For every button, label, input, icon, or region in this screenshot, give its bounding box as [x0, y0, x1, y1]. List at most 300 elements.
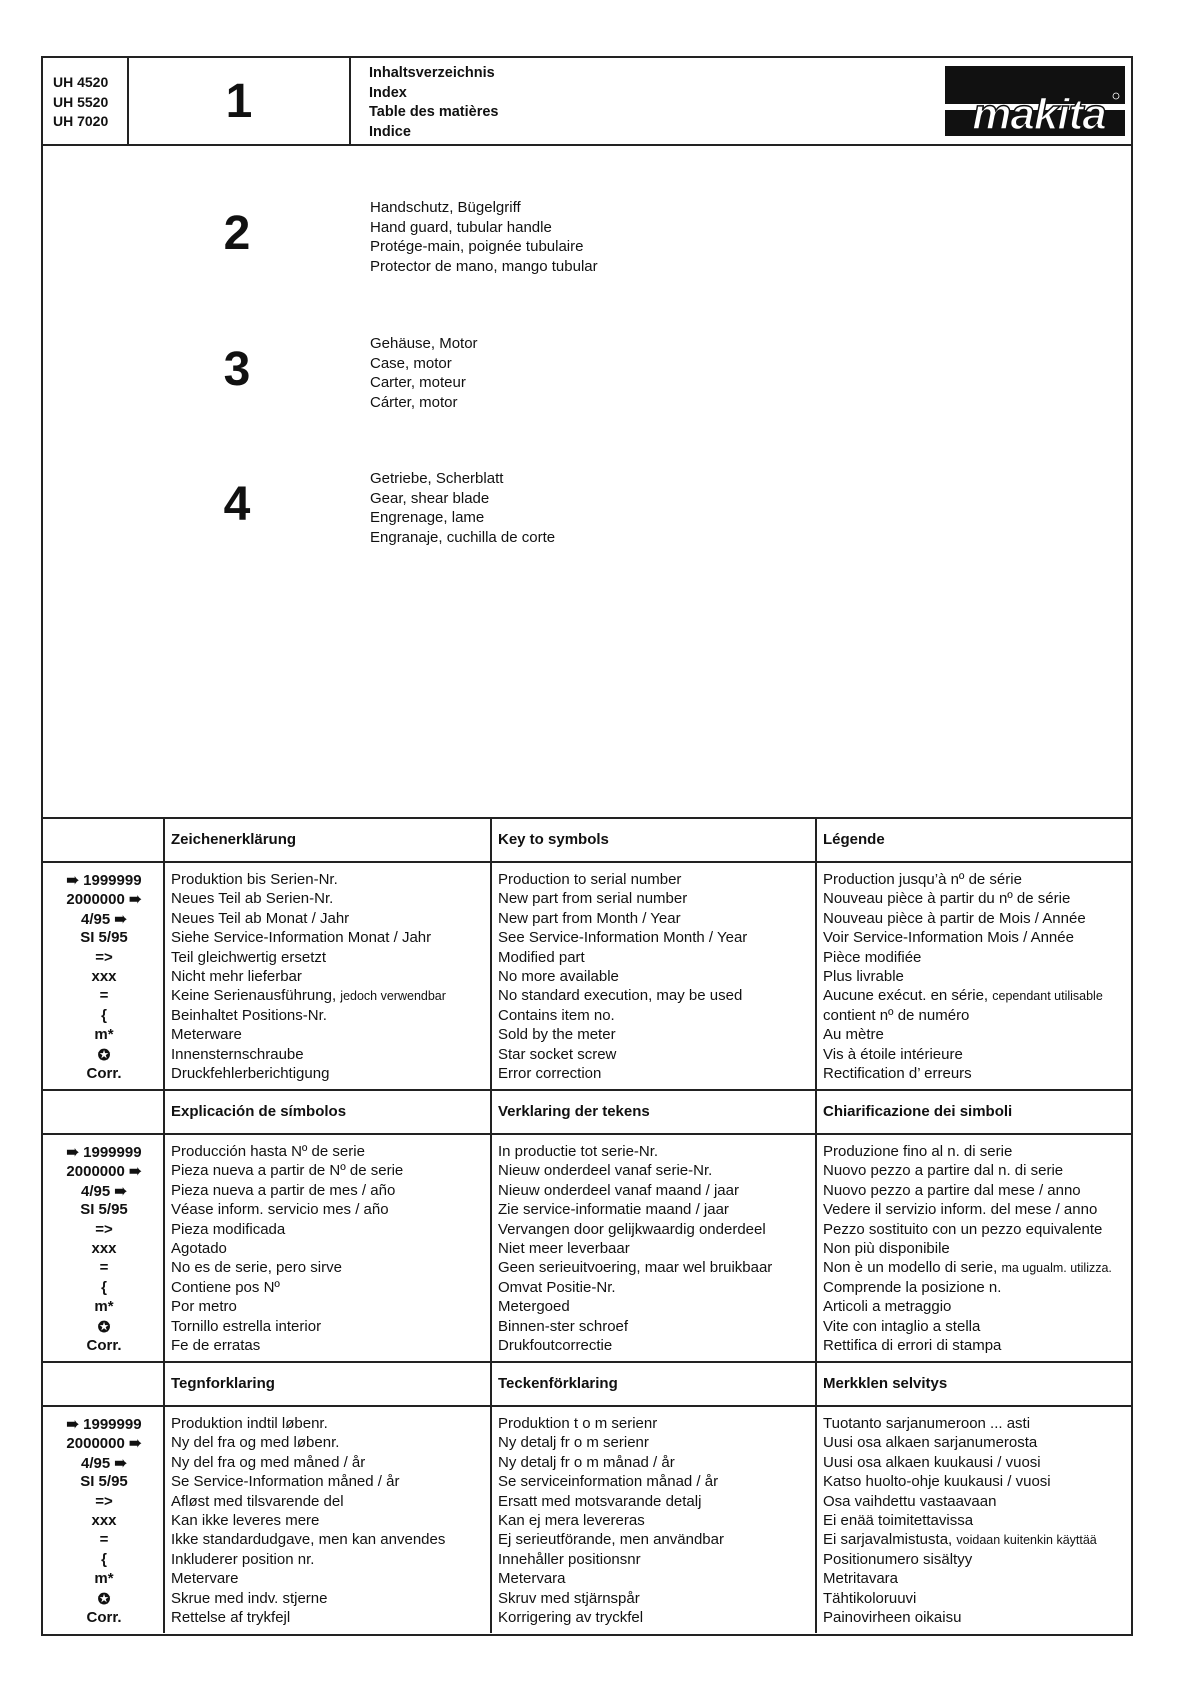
symbol-legend: [43, 817, 1131, 1633]
meaning-cell: [171, 929, 431, 946]
description-line: Hand guard, tubular handle: [370, 218, 552, 236]
legend-column-title: Key to symbols: [498, 831, 609, 848]
section-description: [370, 334, 478, 413]
meaning-text: Pièce modifiée: [823, 948, 922, 966]
meaning-cell: [823, 1143, 1012, 1160]
meaning-note: jedoch verwendbar: [340, 989, 446, 1004]
model-number: UH 4520: [53, 74, 109, 90]
meaning-cell: [498, 1493, 701, 1510]
legend-row: [43, 1046, 1131, 1065]
meaning-cell: [171, 1221, 285, 1238]
meaning-text: Innensternschraube: [171, 1045, 304, 1063]
meaning-text: Tuotanto sarjanumeroon ... asti: [823, 1415, 1031, 1432]
meaning-text: Painovirheen oikaisu: [823, 1608, 962, 1626]
meaning-cell: [171, 1512, 319, 1529]
meaning-cell: [171, 871, 338, 888]
meaning-cell: [171, 1162, 403, 1179]
meaning-text: Ersatt med motsvarande detalj: [498, 1492, 702, 1510]
section-number: 2: [223, 207, 251, 260]
meaning-text: Nieuw onderdeel vanaf serie-Nr.: [498, 1162, 713, 1180]
legend-row: [43, 1337, 1131, 1356]
meaning-cell: [171, 1143, 365, 1160]
meaning-text: Produktion bis Serien-Nr.: [171, 871, 338, 888]
meaning-cell: [498, 1162, 712, 1179]
meaning-text: Druckfehlerberichtigung: [171, 1064, 330, 1082]
meaning-cell: [823, 1454, 1041, 1471]
legend-row: [43, 1609, 1131, 1628]
meaning-cell: [498, 1415, 657, 1432]
symbol-cell: ➠ 1999999: [66, 1144, 142, 1161]
meaning-text: Agotado: [171, 1239, 227, 1257]
legend-rows: [43, 1143, 1131, 1356]
meaning-cell: [498, 1259, 772, 1276]
meaning-cell: [171, 968, 302, 985]
meaning-cell: [823, 1609, 961, 1626]
legend-block: [43, 817, 1131, 1089]
meaning-text: Pezzo sostituito con un pezzo equivalente: [823, 1220, 1103, 1238]
meaning-cell: [171, 1065, 329, 1082]
meaning-text: Innehåller positionsnr: [498, 1550, 641, 1568]
makita-logo: [945, 66, 1125, 136]
meaning-text: Keine Serienausführung,: [171, 987, 337, 1005]
meaning-cell: [498, 1298, 570, 1315]
meaning-cell: [498, 1143, 658, 1160]
symbol-cell: =>: [95, 1220, 113, 1238]
meaning-text: Ny detalj fr o m serienr: [498, 1434, 649, 1452]
legend-column-title: Chiarificazione dei simboli: [823, 1103, 1013, 1120]
symbol-cell: m*: [94, 1026, 114, 1044]
meaning-text: Ei sarjavalmistusta,: [823, 1531, 953, 1549]
meaning-cell: [498, 1318, 628, 1335]
description-line: Protége-main, poignée tubulaire: [370, 238, 584, 256]
meaning-cell: [498, 890, 687, 907]
meaning-cell: [823, 1337, 1001, 1354]
symbol-cell: Corr.: [86, 1608, 122, 1626]
meaning-text: Vedere il servizio inform. del mese / anno: [823, 1201, 1098, 1219]
meaning-cell: [171, 1473, 399, 1490]
legend-row: [43, 1512, 1131, 1531]
symbol-cell: xxx: [91, 1239, 117, 1257]
symbol-cell: =: [99, 1259, 109, 1277]
meaning-text: Error correction: [498, 1064, 602, 1082]
meaning-text: Meterware: [171, 1026, 242, 1044]
meaning-text: Ej serieutförande, men användbar: [498, 1531, 724, 1549]
meaning-cell: [498, 949, 585, 966]
meaning-text: No es de serie, pero sirve: [171, 1259, 342, 1277]
symbol-cell: ➠ 1999999: [66, 1416, 142, 1433]
meaning-cell: [498, 1454, 675, 1471]
meaning-text: Non più disponibile: [823, 1239, 950, 1257]
legend-row: [43, 1551, 1131, 1570]
meaning-cell: [498, 987, 742, 1004]
meaning-cell: [171, 1434, 339, 1451]
meaning-text: Vervangen door gelijkwaardig onderdeel: [498, 1220, 766, 1238]
symbol-cell: xxx: [91, 967, 117, 985]
legend-row: [43, 910, 1131, 929]
meaning-cell: [823, 1512, 973, 1529]
meaning-text: Production jusqu’à nº de série: [823, 871, 1022, 888]
meaning-text: Skrue med indv. stjerne: [171, 1589, 328, 1607]
meaning-cell: [823, 929, 1074, 946]
meaning-text: Zie service-informatie maand / jaar: [498, 1201, 729, 1219]
meaning-text: Uusi osa alkaen kuukausi / vuosi: [823, 1453, 1041, 1471]
meaning-text: Neues Teil ab Monat / Jahr: [171, 909, 350, 927]
meaning-cell: [498, 1531, 724, 1548]
symbol-cell: SI 5/95: [80, 1473, 128, 1491]
meaning-cell: [823, 1318, 980, 1335]
meaning-cell: [823, 1240, 950, 1257]
meaning-text: Metergoed: [498, 1298, 570, 1316]
meaning-cell: [823, 1046, 963, 1063]
meaning-text: Ikke standardudgave, men kan anvendes: [171, 1531, 446, 1549]
meaning-text: Se serviceinformation månad / år: [498, 1473, 719, 1491]
index-section-3: [43, 334, 478, 414]
meaning-text: Nuovo pezzo a partire dal mese / anno: [823, 1181, 1081, 1199]
legend-column-title: Teckenförklaring: [498, 1375, 618, 1392]
meaning-cell: [498, 1473, 718, 1490]
meaning-cell: [171, 1007, 327, 1024]
section-description: [370, 469, 555, 548]
legend-row: [43, 1279, 1131, 1298]
legend-row: [43, 929, 1131, 948]
legend-row: [43, 987, 1131, 1006]
meaning-cell: [171, 1531, 445, 1548]
section-number: 4: [223, 478, 251, 531]
symbol-cell: 4/95 ➠: [81, 910, 127, 928]
meaning-cell: [171, 1590, 327, 1607]
legend-row: [43, 1318, 1131, 1337]
meaning-cell: [823, 1162, 1063, 1179]
meaning-text: Aucune exécut. en série,: [823, 987, 989, 1005]
meaning-text: Beinhaltet Positions-Nr.: [171, 1006, 327, 1024]
legend-row: [43, 1259, 1131, 1278]
meaning-text: Binnen-ster schroef: [498, 1317, 629, 1335]
meaning-text: Contiene pos Nº: [171, 1278, 280, 1296]
meaning-cell: [171, 1026, 242, 1043]
meaning-cell: [498, 1046, 616, 1063]
meaning-cell: [498, 929, 747, 946]
model-list: [43, 58, 129, 144]
meaning-note: voidaan kuitenkin käyttää: [956, 1533, 1097, 1548]
meaning-cell: [498, 1182, 739, 1199]
meaning-cell: [498, 1007, 615, 1024]
legend-header-row: [43, 819, 1131, 863]
meaning-text: Vis à étoile intérieure: [823, 1045, 963, 1063]
meaning-text: In productie tot serie-Nr.: [498, 1143, 659, 1160]
meaning-text: Comprende la posizione n.: [823, 1278, 1002, 1296]
meaning-cell: [823, 1434, 1037, 1451]
meaning-cell: [823, 1551, 972, 1568]
description-line: Cárter, motor: [370, 394, 458, 412]
meaning-text: Skruv med stjärnspår: [498, 1589, 640, 1607]
meaning-text: Rettifica di errori di stampa: [823, 1336, 1002, 1354]
legend-column-title: Légende: [823, 831, 885, 848]
meaning-cell: [823, 1065, 972, 1082]
meaning-cell: [171, 1182, 395, 1199]
meaning-cell: [171, 1493, 344, 1510]
legend-row: [43, 968, 1131, 987]
meaning-text: Ny del fra og med løbenr.: [171, 1434, 340, 1452]
legend-row: [43, 1298, 1131, 1317]
meaning-cell: [823, 1182, 1081, 1199]
meaning-cell: [823, 968, 904, 985]
legend-row: [43, 1143, 1131, 1162]
meaning-cell: [823, 1415, 1030, 1432]
legend-row: [43, 1201, 1131, 1220]
model-number: UH 5520: [53, 93, 109, 110]
legend-row: [43, 949, 1131, 968]
meaning-text: Por metro: [171, 1298, 237, 1316]
symbol-cell: Corr.: [86, 1336, 122, 1354]
symbol-cell: =: [99, 987, 109, 1005]
meaning-cell: [171, 1551, 314, 1568]
description-line: Gehäuse, Motor: [370, 335, 478, 352]
legend-column-title: Explicación de símbolos: [171, 1103, 347, 1120]
meaning-text: Katso huolto-ohje kuukausi / vuosi: [823, 1473, 1051, 1491]
meaning-cell: [823, 1531, 1097, 1548]
meaning-cell: [171, 1240, 227, 1257]
symbol-cell: m*: [94, 1298, 114, 1316]
symbol-cell: =>: [95, 948, 113, 966]
meaning-text: Véase inform. servicio mes / año: [171, 1201, 389, 1219]
title-line: Indice: [369, 123, 411, 140]
description-line: Carter, moteur: [370, 374, 466, 392]
model-number: UH 7020: [53, 113, 109, 129]
meaning-text: Nouveau pièce à partir du nº de série: [823, 890, 1071, 908]
description-line: Protector de mano, mango tubular: [370, 258, 598, 276]
meaning-cell: [171, 1415, 328, 1432]
meaning-text: Niet meer leverbaar: [498, 1239, 630, 1257]
meaning-text: Osa vaihdettu vastaavaan: [823, 1492, 997, 1510]
meaning-cell: [171, 1298, 237, 1315]
symbol-cell: 2000000 ➠: [66, 891, 142, 909]
meaning-text: Kan ikke leveres mere: [171, 1511, 320, 1529]
symbol-cell: SI 5/95: [80, 929, 128, 947]
meaning-text: New part from Month / Year: [498, 909, 681, 927]
meaning-cell: [823, 910, 1086, 927]
header: [43, 58, 1131, 146]
legend-row: [43, 1531, 1131, 1550]
meaning-text: Rettelse af trykfejl: [171, 1608, 291, 1626]
meaning-cell: [171, 1046, 304, 1063]
meaning-text: Produktion indtil løbenr.: [171, 1415, 328, 1432]
meaning-cell: [171, 949, 326, 966]
meaning-cell: [823, 1259, 1112, 1276]
meaning-text: Inkluderer position nr.: [171, 1550, 315, 1568]
symbol-cell: ➠ 1999999: [66, 872, 142, 889]
meaning-text: Au mètre: [823, 1026, 884, 1044]
meaning-cell: [498, 1609, 643, 1626]
meaning-cell: [171, 1318, 321, 1335]
meaning-text: Star socket screw: [498, 1045, 617, 1063]
meaning-text: Pieza nueva a partir de mes / año: [171, 1181, 396, 1199]
legend-row: [43, 1026, 1131, 1045]
meaning-cell: [171, 1259, 342, 1276]
meaning-cell: [498, 1026, 616, 1043]
meaning-cell: [171, 1337, 260, 1354]
legend-row: [43, 1473, 1131, 1492]
symbol-cell: {: [101, 1278, 107, 1296]
section-number: 3: [223, 343, 251, 396]
meaning-text: Teil gleichwertig ersetzt: [171, 948, 327, 966]
section-description: [370, 198, 598, 277]
symbol-cell: {: [101, 1550, 107, 1568]
meaning-text: Geen serieuitvoering, maar wel bruikbaar: [498, 1259, 773, 1277]
meaning-text: Nicht mehr lieferbar: [171, 967, 302, 985]
description-line: Gear, shear blade: [370, 489, 490, 507]
legend-row: [43, 1454, 1131, 1473]
symbol-cell: xxx: [91, 1511, 117, 1529]
symbol-cell: Corr.: [86, 1064, 122, 1082]
meaning-cell: [171, 1201, 389, 1218]
meaning-text: Produzione fino al n. di serie: [823, 1143, 1013, 1160]
legend-header-row: [43, 1091, 1131, 1135]
meaning-text: Afløst med tilsvarende del: [171, 1492, 344, 1510]
legend-column-title: Zeichenerklärung: [171, 831, 297, 848]
meaning-cell: [171, 1570, 239, 1587]
meaning-cell: [171, 987, 446, 1004]
legend-row: [43, 1065, 1131, 1084]
meaning-text: See Service-Information Month / Year: [498, 929, 748, 947]
meaning-cell: [498, 910, 681, 927]
meaning-cell: [823, 987, 1103, 1004]
meaning-cell: [171, 1279, 280, 1296]
legend-row: [43, 1007, 1131, 1026]
logo-wordmark: makita: [972, 90, 1106, 136]
meaning-text: Korrigering av tryckfel: [498, 1608, 644, 1626]
meaning-cell: [823, 1279, 1001, 1296]
meaning-text: Pieza modificada: [171, 1220, 286, 1238]
meaning-cell: [498, 1221, 766, 1238]
legend-row: [43, 1434, 1131, 1453]
legend-header-row: [43, 1363, 1131, 1407]
description-line: Getriebe, Scherblatt: [370, 470, 504, 487]
legend-row: [43, 1182, 1131, 1201]
meaning-cell: [823, 949, 921, 966]
meaning-text: Produktion t o m serienr: [498, 1415, 658, 1432]
meaning-text: Plus livrable: [823, 967, 904, 985]
meaning-text: Siehe Service-Information Monat / Jahr: [171, 929, 432, 947]
symbol-cell: 2000000 ➠: [66, 1163, 142, 1181]
meaning-text: Neues Teil ab Serien-Nr.: [171, 890, 334, 908]
meaning-cell: [498, 1570, 566, 1587]
symbol-cell: SI 5/95: [80, 1201, 128, 1219]
meaning-cell: [823, 1298, 951, 1315]
meaning-text: Se Service-Information måned / år: [171, 1473, 400, 1491]
meaning-text: Ny del fra og med måned / år: [171, 1453, 366, 1471]
meaning-cell: [823, 1570, 898, 1587]
meaning-cell: [823, 871, 1022, 888]
meaning-note: cependant utilisable: [992, 989, 1103, 1004]
meaning-text: Omvat Positie-Nr.: [498, 1278, 616, 1296]
symbol-cell: 2000000 ➠: [66, 1435, 142, 1453]
meaning-cell: [498, 1065, 601, 1082]
meaning-cell: [498, 1337, 612, 1354]
legend-column-title: Verklaring der tekens: [498, 1103, 650, 1120]
meaning-cell: [498, 1551, 641, 1568]
legend-rows: [43, 1415, 1131, 1628]
description-line: Engrenage, lame: [370, 509, 485, 527]
legend-row: [43, 871, 1131, 890]
meaning-text: Nouveau pièce à partir de Mois / Année: [823, 909, 1086, 927]
index-section-4: [43, 469, 556, 549]
meaning-text: Metervare: [171, 1570, 239, 1588]
meaning-text: No standard execution, may be used: [498, 987, 743, 1005]
legend-row: [43, 890, 1131, 909]
page-title: [369, 64, 499, 142]
meaning-text: Uusi osa alkaen sarjanumerosta: [823, 1434, 1038, 1452]
meaning-text: Pieza nueva a partir de Nº de serie: [171, 1162, 404, 1180]
meaning-text: Contains item no.: [498, 1006, 615, 1024]
meaning-cell: [498, 1590, 640, 1607]
meaning-note: ma ugualm. utilizza.: [1001, 1261, 1112, 1276]
symbol-cell: ✪: [97, 1590, 111, 1608]
meaning-text: Sold by the meter: [498, 1026, 616, 1044]
legend-row: [43, 1493, 1131, 1512]
meaning-text: Kan ej mera levereras: [498, 1511, 645, 1529]
meaning-text: Metervara: [498, 1570, 566, 1588]
meaning-cell: [498, 968, 619, 985]
page-number: 1: [129, 58, 351, 144]
meaning-text: Rectification d’ erreurs: [823, 1064, 972, 1082]
legend-row: [43, 1570, 1131, 1589]
meaning-text: Ei enää toimitettavissa: [823, 1511, 974, 1529]
meaning-cell: [498, 1201, 729, 1218]
index-section-2: [43, 198, 598, 278]
legend-block: [43, 1089, 1131, 1361]
meaning-text: Non è un modello di serie,: [823, 1259, 998, 1277]
meaning-cell: [171, 890, 333, 907]
symbol-cell: m*: [94, 1570, 114, 1588]
document-frame: [41, 56, 1133, 1636]
meaning-text: Drukfoutcorrectie: [498, 1336, 613, 1354]
meaning-cell: [823, 890, 1070, 907]
meaning-cell: [498, 1434, 649, 1451]
meaning-cell: [498, 1279, 616, 1296]
legend-row: [43, 1590, 1131, 1609]
description-line: Engranaje, cuchilla de corte: [370, 529, 556, 547]
meaning-cell: [171, 1609, 290, 1626]
meaning-text: Metritavara: [823, 1570, 899, 1588]
meaning-cell: [171, 1454, 365, 1471]
meaning-cell: [171, 910, 349, 927]
meaning-cell: [823, 1026, 884, 1043]
legend-row: [43, 1240, 1131, 1259]
meaning-cell: [498, 871, 681, 888]
meaning-text: Vite con intaglio a stella: [823, 1317, 981, 1335]
symbol-cell: ✪: [97, 1318, 111, 1336]
meaning-text: No more available: [498, 967, 619, 985]
meaning-cell: [498, 1512, 645, 1529]
meaning-text: New part from serial number: [498, 890, 688, 908]
symbol-cell: =>: [95, 1492, 113, 1510]
symbol-cell: 4/95 ➠: [81, 1182, 127, 1200]
legend-row: [43, 1162, 1131, 1181]
meaning-cell: [823, 1201, 1097, 1218]
description-line: Case, motor: [370, 354, 452, 372]
legend-row: [43, 1221, 1131, 1240]
meaning-text: Ny detalj fr o m månad / år: [498, 1453, 675, 1471]
symbol-cell: {: [101, 1006, 107, 1024]
symbol-cell: ✪: [97, 1046, 111, 1064]
meaning-text: Tähtikoloruuvi: [823, 1589, 917, 1607]
meaning-text: Voir Service-Information Mois / Année: [823, 929, 1074, 947]
meaning-text: Production to serial number: [498, 871, 682, 888]
meaning-text: Fe de erratas: [171, 1336, 261, 1354]
meaning-cell: [823, 1007, 969, 1024]
legend-column-title: Merkklen selvitys: [823, 1375, 948, 1392]
title-line: Inhaltsverzeichnis: [369, 65, 495, 81]
